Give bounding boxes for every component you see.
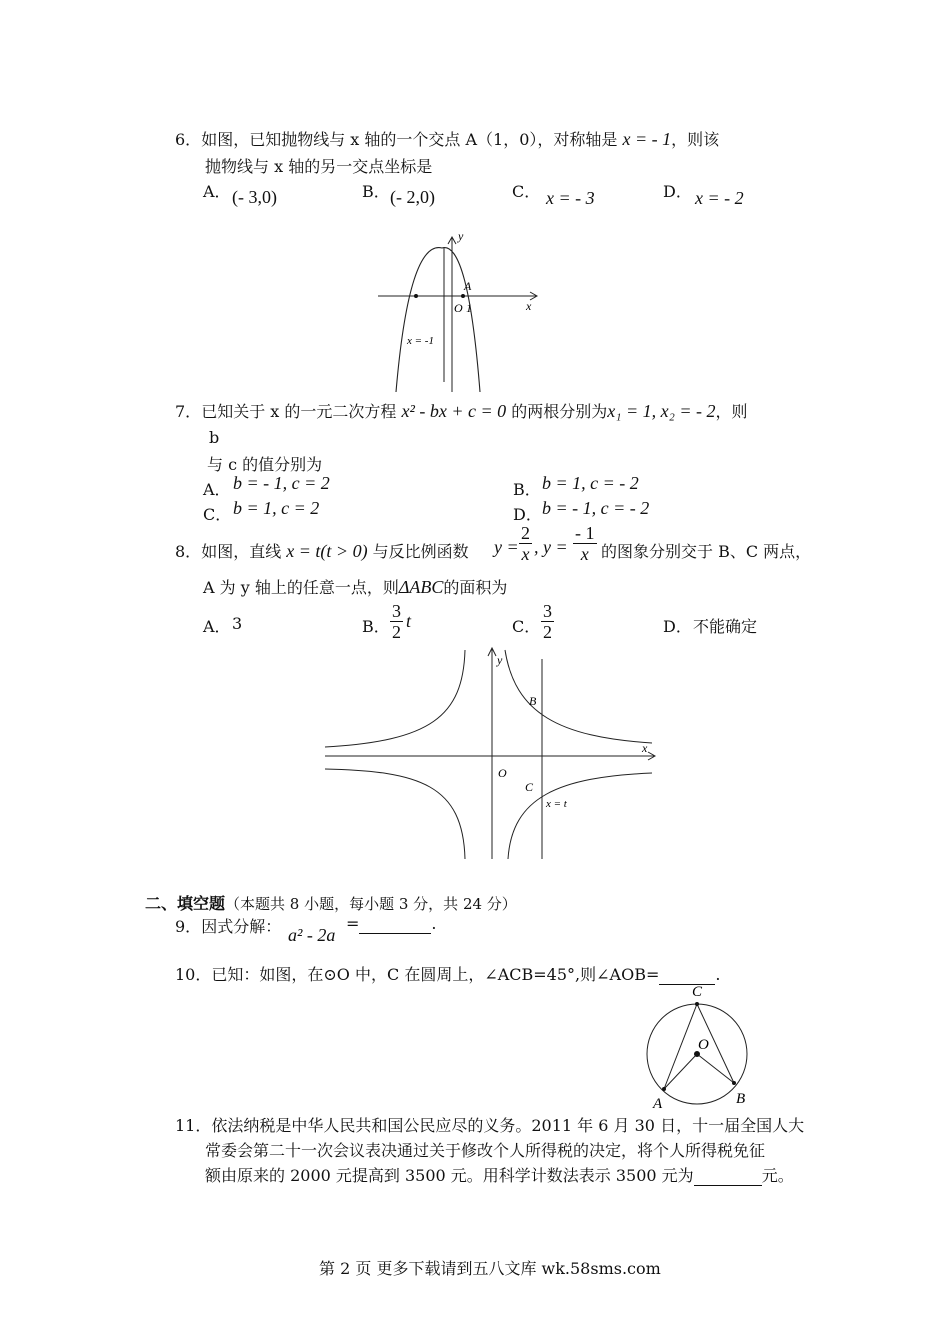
q9-answer [346, 914, 437, 934]
q11-line2: 常委会第二十一次会议表决通过关于修改个人所得税的决定，将个人所得税免征 [205, 1141, 766, 1160]
q8-y2-fraction [573, 523, 597, 564]
fig8-c-label: C [525, 780, 534, 794]
q6-option-d: x = - 2 [695, 188, 744, 208]
q8-text-a: 如图，直线 [201, 542, 282, 561]
q9-equals: = [346, 914, 360, 933]
q11-line1 [175, 1113, 804, 1136]
q11-blank[interactable] [694, 1166, 762, 1186]
chord-ca [664, 1004, 697, 1089]
q8-line2-a: A 为 y 轴上的任意一点，则 [203, 578, 399, 597]
q7-option-c-label: C． [203, 505, 232, 524]
q9-text: 因式分解： [201, 917, 282, 936]
q7-number: 7． [175, 402, 202, 421]
q9-line [175, 914, 281, 937]
q6-option-d-label: D． [663, 182, 692, 201]
q9-expression: a² - 2a [288, 925, 336, 945]
q7-equation: x² - bx + c = 0 [401, 401, 507, 421]
q9-blank[interactable] [359, 914, 431, 934]
q8-text-c: 的图象分别交于 B、C 两点， [601, 542, 812, 561]
q8-y2-lhs: , y = [534, 537, 568, 557]
fig6-x-label: x [526, 299, 532, 313]
q8-y1-num: 2 [521, 523, 530, 543]
fig6-one-label: 1 [466, 301, 472, 315]
q8-option-a: 3 [232, 614, 243, 633]
q11-line3 [205, 1163, 794, 1186]
fig8-x-label: x [642, 741, 648, 755]
q7-roots: x₁ = 1, x₂ = - 2 [607, 401, 716, 421]
q7-option-a: b = - 1, c = 2 [233, 473, 330, 493]
point-c [695, 1002, 699, 1006]
parabola-figure [370, 220, 550, 395]
fig6-y-label: y [458, 229, 464, 243]
q6-option-b-label: B． [362, 182, 390, 201]
section2-heading [145, 891, 517, 914]
q7-text-d: b [209, 428, 220, 447]
fig8-o-label: O [498, 766, 507, 780]
hyperbola-figure [320, 645, 665, 863]
fig6-axis-label: x = -1 [407, 335, 434, 347]
page-footer: 第 2 页 更多下载请到五八文库 wk.58sms.com [319, 1259, 661, 1278]
q8-y2-num: - 1 [575, 523, 595, 543]
q8-y2-den: x [580, 544, 589, 564]
fig10-c-label: C [692, 984, 703, 1000]
fig6-o-label: O [454, 301, 463, 315]
q6-option-a-label: A． [203, 182, 231, 201]
q6-line2: 抛物线与 x 轴的另一交点坐标是 [205, 157, 433, 176]
radius-ob [697, 1054, 734, 1083]
q7-text-b: 的两根分别为 [511, 402, 608, 421]
q8-option-b-num: 3 [392, 601, 401, 621]
q8-option-a-label: A． [203, 617, 231, 636]
q8-line2 [203, 575, 507, 598]
q6-axis-eq: x = - 1 [622, 129, 672, 149]
q8-option-c-label: C． [512, 617, 541, 636]
q6-line1 [175, 127, 719, 150]
q8-option-d-label: D． [663, 617, 692, 636]
q10-text: 已知：如图，在⊙O 中，C 在圆周上，∠ACB=45°,则∠AOB= [211, 965, 660, 984]
q8-y1-lhs: y = [494, 537, 519, 557]
fig10-a-label: A [653, 1096, 663, 1112]
parabola-curve [396, 248, 480, 392]
hyperbola-neg1x-left [325, 769, 465, 859]
fig10-b-label: B [736, 1091, 746, 1107]
q8-option-b-label: B． [362, 617, 390, 636]
point-a [662, 1087, 666, 1091]
q6-number: 6． [175, 130, 202, 149]
q7-option-b-label: B． [513, 480, 541, 499]
q9-number: 9． [175, 917, 202, 936]
circle-figure [640, 978, 765, 1113]
point-a [461, 294, 465, 298]
q11-text1: 依法纳税是中华人民共和国公民应尽的义务。2011 年 6 月 30 日，十一届全国人大 [211, 1116, 805, 1135]
q6-option-b: (- 2,0) [390, 187, 435, 207]
q11-text3a: 额由原来的 2000 元提高到 3500 元。用科学计数法表示 3500 元为 [205, 1166, 694, 1185]
q8-triangle: ΔABC [398, 577, 444, 597]
q10-end: . [715, 965, 721, 984]
hyperbola-2x-left [325, 650, 465, 747]
q11-text3b: 元。 [761, 1166, 794, 1185]
q6-option-a: (- 3,0) [232, 187, 277, 207]
point-b [732, 1081, 736, 1085]
fig10-o-label: O [698, 1037, 709, 1053]
q7-line1 [175, 399, 748, 422]
q6-option-c: x = - 3 [546, 188, 595, 208]
q7-option-d: b = - 1, c = - 2 [542, 498, 650, 518]
q8-option-b-fraction [390, 601, 403, 642]
q7-text-a: 已知关于 x 的一元二次方程 [201, 402, 397, 421]
other-intersection-point [414, 294, 418, 298]
q8-option-d: 不能确定 [693, 617, 758, 636]
q10-number: 10． [175, 965, 212, 984]
q8-option-b-den: 2 [392, 622, 401, 642]
q8-y1-fraction [519, 523, 532, 564]
q8-line1-start [175, 539, 469, 562]
q8-option-c-fraction [541, 601, 554, 642]
fig8-line-label: x = t [546, 798, 567, 810]
section2-title: 二、填空题 [145, 894, 226, 913]
q7-text-e: 与 c 的值分别为 [207, 455, 323, 474]
radius-oa [664, 1054, 697, 1089]
fig6-a-label: A [464, 279, 472, 293]
q8-option-c-den: 2 [543, 622, 552, 642]
q8-line2-b: 的面积为 [443, 578, 508, 597]
q11-number: 11． [175, 1116, 212, 1135]
q8-y1-den: x [521, 544, 530, 564]
hyperbola-2x-right [505, 650, 652, 743]
q8-option-b-suffix: t [406, 611, 412, 631]
q8-option-c-num: 3 [543, 601, 552, 621]
q8-number: 8． [175, 542, 202, 561]
q8-line-eq: x = t(t > 0) [286, 541, 368, 561]
q7-option-a-label: A． [203, 480, 231, 499]
q8-text-b: 与反比例函数 [372, 542, 469, 561]
q10-line [175, 962, 720, 985]
q6-text-end: ，则该 [671, 130, 720, 149]
fig8-b-label: B [529, 694, 537, 708]
section2-note: （本题共 8 小题，每小题 3 分，共 24 分） [225, 895, 517, 913]
q9-end: . [431, 914, 437, 933]
q7-option-c: b = 1, c = 2 [233, 498, 320, 518]
q6-text: 如图，已知抛物线与 x 轴的一个交点 A（1，0），对称轴是 [201, 130, 618, 149]
q7-text-c: ，则 [715, 402, 748, 421]
fig8-y-label: y [497, 653, 503, 667]
q7-option-b: b = 1, c = - 2 [542, 473, 639, 493]
q6-option-c-label: C． [512, 182, 541, 201]
q7-option-d-label: D． [513, 505, 542, 524]
